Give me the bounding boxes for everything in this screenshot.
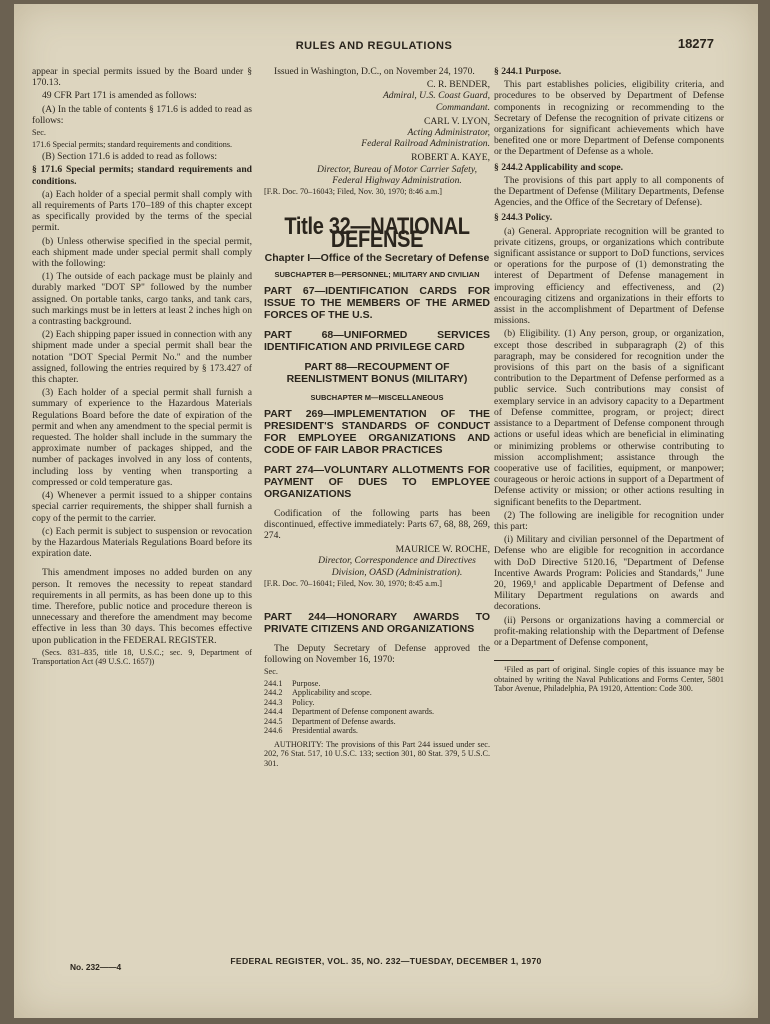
subchapter-heading: SUBCHAPTER B—PERSONNEL; MILITARY AND CIVILIAN bbox=[274, 269, 480, 279]
toc-number: 244.5 bbox=[264, 716, 283, 726]
paragraph: (2) Each shipping paper issued in connection with any shipment made under a special permit shall bear the notation "DOT Special Permit No." and the number assigned, following the entries required by § 173.427 of this chapter. bbox=[32, 329, 252, 386]
footnote: ¹Filed as part of original. Single copies of this issuance may be obtained by writing the Naval Publications and Forms Center, 5801 Tabor Avenue, Philadelphia, PA 19120, Attention: Code 300. bbox=[494, 665, 724, 694]
column-2 bbox=[264, 66, 490, 770]
signer-name: MAURICE W. ROCHE, bbox=[395, 544, 490, 556]
toc-number: 244.3 bbox=[264, 697, 283, 707]
toc-title: Department of Defense awards. bbox=[292, 716, 396, 726]
paragraph: (i) Military and civilian personnel of the Department of Defense who are eligible for recognition in accordance with DoD Directive 5120.16, "Department of Defense Incentive Awards Program: Policies and Standards," June 20, 1969,¹ and applicable Department of Defense and Military Department regulations on awards and decorations. bbox=[494, 534, 724, 613]
paragraph: Codification of the following parts has been discontinued, effective immediately: Parts 67, 68, 88, 269, 274. bbox=[264, 507, 490, 542]
paragraph: (1) The outside of each package must be plainly and durably marked "DOT SP" followed by the number assigned. On portable tanks, cargo tanks, and tank cars, such markings must be in letters at least 2 inches high on a contrasting background. bbox=[32, 271, 252, 328]
signer-title: Commandant. bbox=[435, 101, 490, 113]
title-heading: Title 32—NATIONAL DEFENSE bbox=[284, 213, 470, 254]
toc-sec-label: Sec. bbox=[264, 667, 278, 677]
paragraph: The Deputy Secretary of Defense approved the following on November 16, 1970: bbox=[264, 643, 490, 666]
toc-title: Presidential awards. bbox=[292, 726, 358, 736]
subchapter-heading: SUBCHAPTER M—MISCELLANEOUS bbox=[310, 392, 444, 402]
citation: (Secs. 831–835, title 18, U.S.C.; sec. 9, Department of Transportation Act (49 U.S.C. 1657)) bbox=[32, 647, 252, 667]
signer-title: Director, Bureau of Motor Carrier Safety, Federal Highway Administration. bbox=[317, 163, 477, 186]
paragraph: appear in special permits issued by the Board under § 170.13. bbox=[32, 66, 252, 89]
part-heading: PART 269—IMPLEMENTATION OF THE PRESIDENT'S STANDARDS OF CONDUCT FOR EMPLOYEE ORGANIZATIONS AND CODE OF FAIR LABOR PRACTICES bbox=[264, 407, 490, 456]
issue-number: No. 232——4 bbox=[70, 962, 122, 972]
part-heading: PART 274—VOLUNTARY ALLOTMENTS FOR PAYMENT OF DUES TO EMPLOYEE ORGANIZATIONS bbox=[264, 463, 490, 500]
fr-doc-note: [F.R. Doc. 70–16043; Filed, Nov. 30, 1970; 8:46 a.m.] bbox=[264, 187, 443, 197]
signer-title: Federal Railroad Administration. bbox=[361, 138, 490, 150]
paragraph: Issued in Washington, D.C., on November 24, 1970. bbox=[274, 66, 475, 77]
toc-number: 244.1 bbox=[264, 679, 283, 689]
chapter-heading: Chapter I—Office of the Secretary of Defense bbox=[264, 251, 490, 264]
part-heading: PART 88—RECOUPMENT OF REENLISTMENT BONUS (MILITARY) bbox=[286, 360, 468, 385]
toc-number: 244.2 bbox=[264, 688, 283, 698]
register-page bbox=[14, 4, 758, 1018]
fr-doc-note: [F.R. Doc. 70–16041; Filed, Nov. 30, 1970; 8:45 a.m.] bbox=[264, 578, 443, 588]
section-heading: § 244.3 Policy. bbox=[494, 212, 553, 224]
signer-name: CARL V. LYON, bbox=[423, 115, 490, 127]
toc-title: Policy. bbox=[292, 697, 315, 707]
toc-title: Applicability and scope. bbox=[292, 688, 372, 698]
paragraph: This part establishes policies, eligibility criteria, and procedures to be observed by Department of Defense components in recognizing or recommending to the Secretary of Defense the recognition of private citizens or organizations for significant achievements which have benefited one or more Department of Defense components or the Department of Defense as a whole. bbox=[494, 79, 724, 158]
paragraph: (b) Unless otherwise specified in the special permit, each shipment made under special permit shall comply with the following: bbox=[32, 235, 252, 270]
part-heading: PART 67—IDENTIFICATION CARDS FOR ISSUE TO THE MEMBERS OF THE ARMED FORCES OF THE U.S. bbox=[264, 284, 490, 321]
section-list bbox=[264, 679, 490, 735]
signer-name: ROBERT A. KAYE, bbox=[411, 152, 490, 164]
signer-title: Director, Correspondence and Directives Division, OASD (Administration). bbox=[318, 555, 476, 578]
signer-name: C. R. BENDER, bbox=[426, 79, 490, 91]
part-heading: PART 68—UNIFORMED SERVICES IDENTIFICATION AND PRIVILEGE CARD bbox=[264, 328, 490, 353]
section-heading: § 244.1 Purpose. bbox=[494, 66, 562, 77]
paragraph: 49 CFR Part 171 is amended as follows: bbox=[42, 90, 197, 102]
toc-title: Purpose. bbox=[292, 679, 321, 689]
signature-block bbox=[264, 152, 490, 186]
signature-block bbox=[264, 544, 490, 578]
paragraph: The provisions of this part apply to all components of the Department of Defense (Military Departments, Defense Agencies, and the Office of the Secretary of Defense). bbox=[494, 174, 724, 209]
column-1 bbox=[32, 66, 252, 669]
paragraph: (b) Eligibility. (1) Any person, group, or organization, except those described in subparagraph (2) of this paragraph, may be considered for recognition under the provisions of this part on the basis of a significant contribution to the Department of Defense performed as a public service. Such contributions may consist of exemplary service in an advisory capacity to a Department of Defense committee, program, or project; direct assistance to a Department of Defense component through actions or useful ideas which are beneficial in eliminating or minimizing problems or otherwise contributing to mission accomplishment; assistance through the cooperative use of facilities, equipment, or manpower; courageous or heroic actions in support of a Department of Defense activity or mission; or other actions resulting in significant benefits to the Department. bbox=[494, 328, 724, 508]
paragraph: (A) In the table of contents § 171.6 is added to read as follows: bbox=[32, 103, 252, 126]
paragraph: (c) Each permit is subject to suspension or revocation by the Hazardous Materials Regulations Board before its expiration date. bbox=[32, 525, 252, 560]
toc-sec-label: Sec. bbox=[32, 128, 46, 138]
signer-title: Admiral, U.S. Coast Guard, bbox=[382, 90, 490, 102]
toc-title: Department of Defense component awards. bbox=[292, 707, 435, 717]
paragraph: This amendment imposes no added burden on any person. It removes the necessity to repeat standard requirements in all permits, as has been done up to this time. Therefore, public notice and procedure thereon is unnecessary and therefore the amendment may become effective in less than 30 days. This becomes effective upon publication in the FEDERAL REGISTER. bbox=[32, 567, 252, 646]
section-heading: § 244.2 Applicability and scope. bbox=[494, 161, 624, 173]
paragraph: (3) Each holder of a special permit shall furnish a summary of experience to the Hazardous Materials Regulations Board before the date of expiration of the permit and when any amendment to the special permit is requested. The holder shall include in the summary the approximate number of packages shipped, and the number of packages involved in any loss of contents, including loss by venting when transporting a compressed or cold temperature gas. bbox=[32, 387, 252, 488]
signature-block bbox=[264, 79, 490, 113]
paragraph: (a) Each holder of a special permit shall comply with all requirements of Parts 170–189 of this chapter except as specifically provided by the terms of the special permit. bbox=[32, 188, 252, 234]
running-header: RULES AND REGULATIONS bbox=[295, 40, 453, 52]
column-3 bbox=[494, 66, 724, 696]
section-heading: § 171.6 Special permits; standard requirements and conditions. bbox=[32, 164, 252, 187]
signer-title: Acting Administrator, bbox=[407, 127, 490, 139]
footnote-rule bbox=[494, 660, 554, 661]
authority-note: AUTHORITY: The provisions of this Part 244 issued under sec. 202, 76 Stat. 517, 10 U.S.C. 133; section 301, 80 Stat. 379, 5 U.S.C. 301. bbox=[264, 739, 490, 768]
toc-number: 244.6 bbox=[264, 726, 283, 736]
paragraph: (4) Whenever a permit issued to a shipper contains special carrier requirements, the shipper shall furnish a copy of the permit to the carrier. bbox=[32, 490, 252, 524]
paragraph: (ii) Persons or organizations having a commercial or profit-making relationship with the Department of Defense or a Department of Defense component, bbox=[494, 614, 724, 648]
toc-number: 244.4 bbox=[264, 707, 283, 717]
part-heading: PART 244—HONORARY AWARDS TO PRIVATE CITIZENS AND ORGANIZATIONS bbox=[264, 611, 490, 636]
footer-line: FEDERAL REGISTER, VOL. 35, NO. 232—TUESDAY, DECEMBER 1, 1970 bbox=[230, 956, 542, 966]
toc-line: 171.6 Special permits; standard requirements and conditions. bbox=[32, 139, 233, 149]
page-number: 18277 bbox=[677, 36, 714, 51]
signature-block bbox=[264, 116, 490, 150]
paragraph: (2) The following are ineligible for recognition under this part: bbox=[494, 509, 724, 532]
paragraph: (a) General. Appropriate recognition will be granted to private citizens, groups, or organizations which contribute significant assistance or support to DoD functions, services or operations for the purpose of (1) demonstrating the interest of Department of Defense management in improving efficiency and effectiveness, and (2) encouraging citizens and organizations in their efforts to assist in the accomplishment of Department of Defense missions. bbox=[494, 225, 724, 327]
paragraph: (B) Section 171.6 is added to read as follows: bbox=[42, 151, 218, 163]
